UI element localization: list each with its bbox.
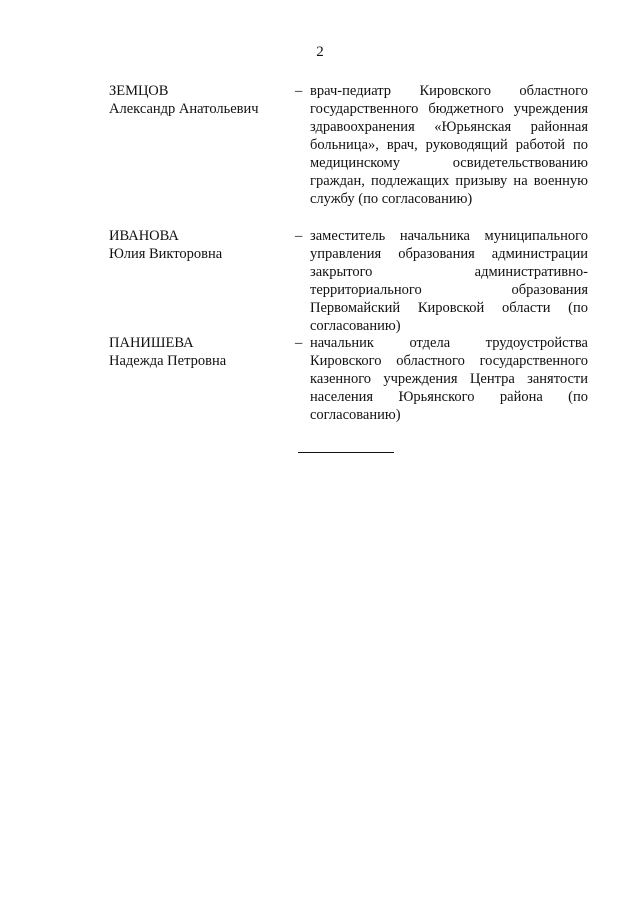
member-given-name: Александр Анатольевич (109, 101, 259, 117)
member-surname: ЗЕМЦОВ (109, 83, 169, 99)
page-number: 2 (316, 44, 324, 60)
dash-separator: – (295, 228, 303, 244)
member-position: врач-педиатр Кировского областного государственного бюджетного учреждения здравоохранения «Юрьянская районная больница», врач, руководящий работой по медицинскому освидетельствованию граждан, подлежащих призыву на военную службу (по согласованию) (310, 83, 588, 207)
member-surname: ИВАНОВА (109, 228, 179, 244)
dash-separator: – (295, 83, 303, 99)
end-of-list-rule (298, 452, 394, 453)
member-given-name: Юлия Викторовна (109, 246, 223, 262)
member-position: заместитель начальника муниципального управления образования администрации закрытого административно-территориального образования Первомайский Кировской области (по согласованию) (310, 228, 588, 334)
member-name (109, 82, 289, 118)
member-position: начальник отдела трудоустройства Кировского областного государственного казенного учреждения Центра занятости населения Юрьянского района (по согласованию) (310, 335, 588, 423)
dash-separator: – (295, 335, 303, 351)
member-name (109, 227, 289, 263)
member-name (109, 334, 289, 370)
member-given-name: Надежда Петровна (109, 353, 227, 369)
member-surname: ПАНИШЕВА (109, 335, 194, 351)
